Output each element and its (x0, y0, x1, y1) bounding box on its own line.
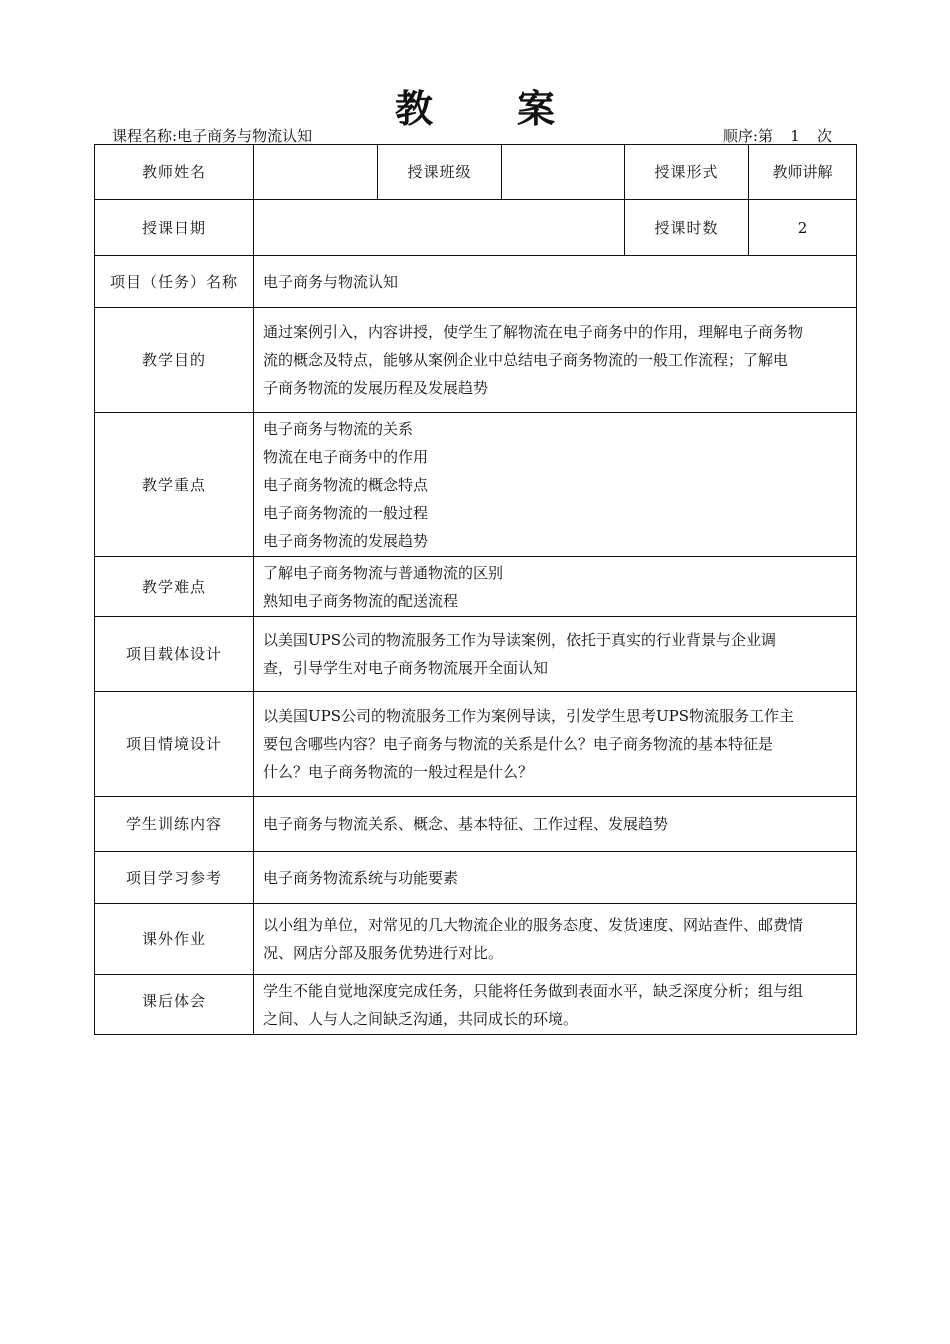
homework-line: 况、网店分部及服务优势进行对比。 (263, 944, 504, 962)
format-value: 教师讲解 (749, 145, 857, 200)
homework-label: 课外作业 (95, 904, 254, 975)
objective-line: 子商务物流的发展历程及发展趋势 (263, 379, 489, 397)
keypoint-line: 电子商务物流的概念特点 (263, 475, 429, 494)
carrier-content (254, 617, 857, 692)
table-row (95, 852, 857, 904)
order-label: 顺序:第 (722, 127, 773, 145)
table-row (95, 904, 857, 975)
keypoint-line: 电子商务与物流的关系 (263, 419, 414, 438)
reflection-content (254, 975, 857, 1035)
order-suffix: 次 (816, 127, 832, 145)
objective-line: 流的概念及特点，能够从案例企业中总结电子商务物流的一般工作流程；了解电 (263, 351, 789, 369)
keypoints-content (254, 413, 857, 557)
keypoints-label: 教学重点 (95, 413, 254, 557)
title-char-1: 教 (394, 87, 433, 131)
difficulties-content (254, 557, 857, 617)
date-value (254, 200, 625, 256)
order-line (723, 126, 832, 146)
difficulty-line: 了解电子商务物流与普通物流的区别 (263, 563, 504, 582)
teacher-name-value (254, 145, 378, 200)
table-row (95, 557, 857, 617)
table-row (95, 617, 857, 692)
keypoint-line: 电子商务物流的一般过程 (263, 503, 429, 522)
objective-label: 教学目的 (95, 308, 254, 413)
course-name: 电子商务与物流认知 (177, 127, 313, 145)
course-name-line (112, 126, 312, 146)
format-label: 授课形式 (625, 145, 749, 200)
reference-value: 电子商务物流系统与功能要素 (254, 852, 857, 904)
keypoint-line: 电子商务物流的发展趋势 (263, 531, 429, 550)
table-row (95, 200, 857, 256)
reflection-label: 课后体会 (95, 975, 254, 1035)
carrier-label: 项目载体设计 (95, 617, 254, 692)
training-value: 电子商务与物流关系、概念、基本特征、工作过程、发展趋势 (254, 797, 857, 852)
reflection-line: 学生不能自觉地深度完成任务，只能将任务做到表面水平，缺乏深度分析；组与组 (263, 981, 804, 1000)
project-label: 项目（任务）名称 (95, 256, 254, 308)
table-row (95, 797, 857, 852)
title-char-2: 案 (517, 87, 556, 131)
class-value (502, 145, 625, 200)
date-label: 授课日期 (95, 200, 254, 256)
project-value: 电子商务与物流认知 (254, 256, 857, 308)
reflection-line: 之间、人与人之间缺乏沟通，共同成长的环境。 (263, 1009, 579, 1028)
objective-line: 通过案例引入，内容讲授，使学生了解物流在电子商务中的作用，理解电子商务物 (263, 323, 804, 341)
scenario-label: 项目情境设计 (95, 692, 254, 797)
difficulty-line: 熟知电子商务物流的配送流程 (263, 591, 459, 610)
hours-label: 授课时数 (625, 200, 749, 256)
table-row (95, 413, 857, 557)
page-title (0, 78, 950, 133)
course-meta (112, 126, 832, 146)
table-row (95, 975, 857, 1035)
course-label: 课程名称: (112, 127, 178, 145)
scenario-line: 以美国UPS公司的物流服务工作为案例导读，引发学生思考UPS物流服务工作主 (263, 707, 795, 725)
reference-label: 项目学习参考 (95, 852, 254, 904)
carrier-line: 查，引导学生对电子商务物流展开全面认知 (263, 659, 549, 677)
homework-content (254, 904, 857, 975)
table-row (95, 308, 857, 413)
scenario-line: 什么？电子商务物流的一般过程是什么？ (263, 763, 534, 781)
scenario-line: 要包含哪些内容？电子商务与物流的关系是什么？电子商务物流的基本特征是 (263, 735, 774, 753)
table-row (95, 692, 857, 797)
keypoint-line: 物流在电子商务中的作用 (263, 447, 429, 466)
table-row (95, 145, 857, 200)
class-label: 授课班级 (378, 145, 502, 200)
scenario-content (254, 692, 857, 797)
teacher-name-label: 教师姓名 (95, 145, 254, 200)
homework-line: 以小组为单位，对常见的几大物流企业的服务态度、发货速度、网站查件、邮费情 (263, 916, 804, 934)
table-row (95, 256, 857, 308)
objective-content (254, 308, 857, 413)
order-number: 1 (790, 127, 800, 145)
difficulties-label: 教学难点 (95, 557, 254, 617)
carrier-line: 以美国UPS公司的物流服务工作为导读案例，依托于真实的行业背景与企业调 (263, 631, 777, 649)
lesson-plan-table (94, 144, 857, 1035)
training-label: 学生训练内容 (95, 797, 254, 852)
hours-value: 2 (749, 200, 857, 256)
